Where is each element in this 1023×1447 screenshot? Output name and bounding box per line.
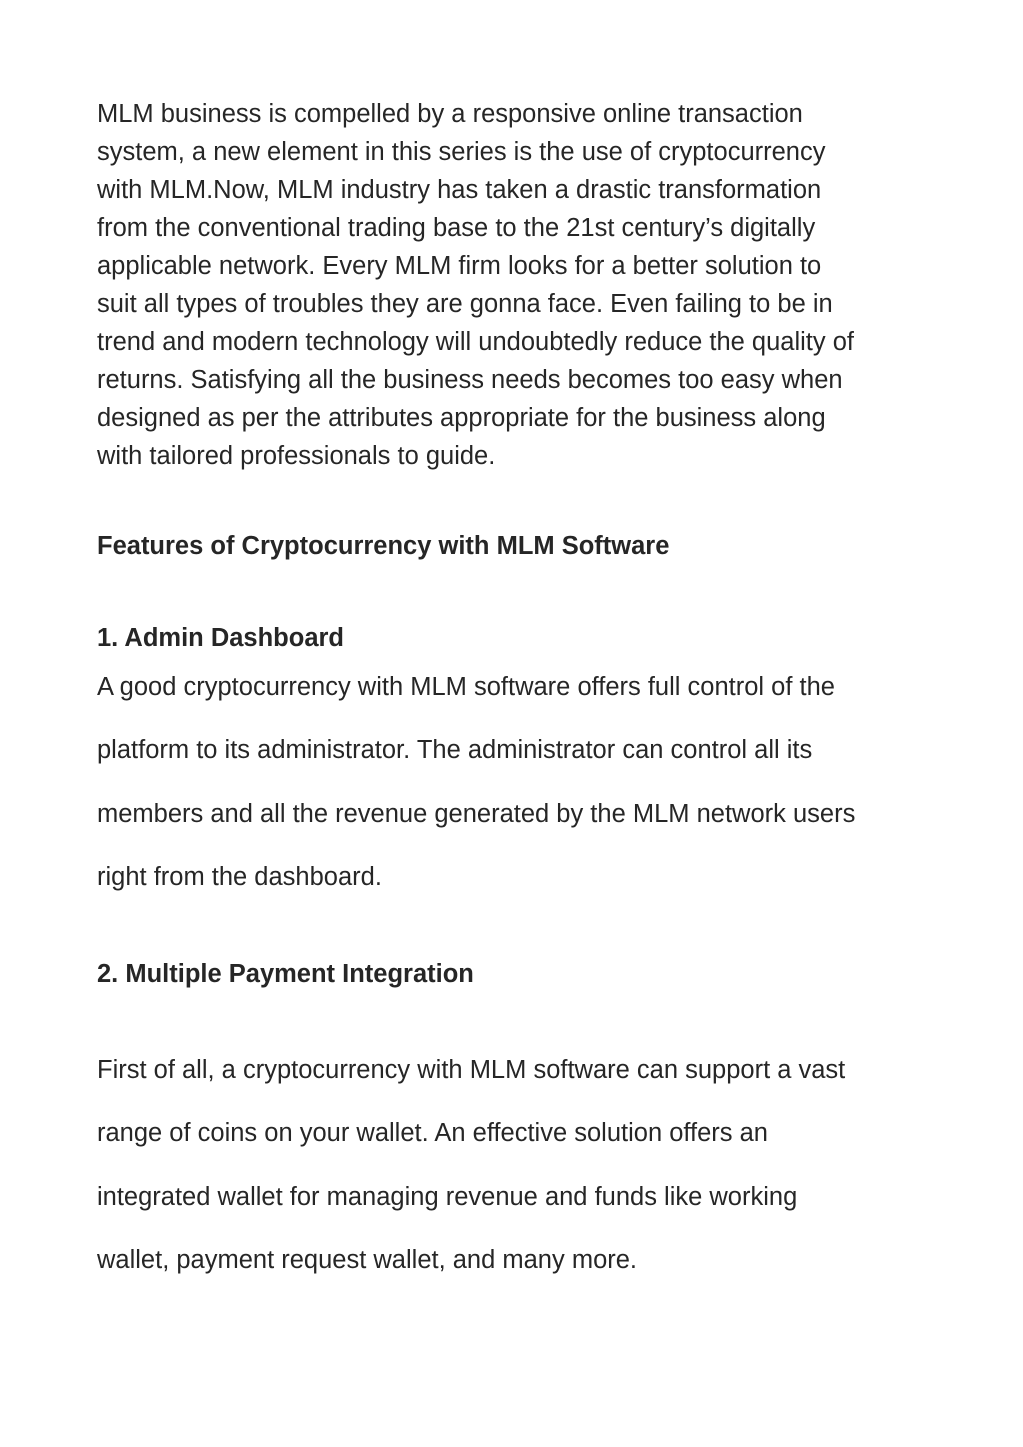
intro-line: returns. Satisfying all the business needs becomes too easy when	[97, 366, 843, 394]
intro-line: with MLM.Now, MLM industry has taken a drastic transformation	[97, 176, 822, 204]
section-1-line: right from the dashboard.	[97, 862, 382, 891]
intro-line: applicable network. Every MLM firm looks for a better solution to	[97, 252, 822, 280]
section-2-paragraph	[97, 1039, 845, 1292]
features-heading: Features of Cryptocurrency with MLM Software	[97, 532, 670, 560]
intro-line: from the conventional trading base to the 21st century’s digitally	[97, 214, 816, 242]
section-2-line: wallet, payment request wallet, and many more.	[97, 1245, 638, 1274]
section-1-line: platform to its administrator. The administrator can control all its	[97, 736, 813, 765]
section-1-line: A good cryptocurrency with MLM software offers full control of the	[97, 673, 835, 701]
intro-line: trend and modern technology will undoubtedly reduce the quality of	[97, 328, 854, 356]
section-2-line: First of all, a cryptocurrency with MLM software can support a vast	[97, 1056, 846, 1084]
intro-paragraph	[97, 95, 854, 475]
intro-line: MLM business is compelled by a responsive online transaction	[97, 100, 803, 128]
intro-line: designed as per the attributes appropriate for the business along	[97, 404, 826, 432]
intro-line: with tailored professionals to guide.	[97, 442, 496, 470]
intro-line: system, a new element in this series is the use of cryptocurrency	[97, 138, 826, 166]
section-2-heading: 2. Multiple Payment Integration	[97, 960, 474, 988]
section-1-paragraph	[97, 656, 855, 909]
intro-line: suit all types of troubles they are gonna face. Even failing to be in	[97, 290, 833, 318]
section-2-line: integrated wallet for managing revenue and funds like working	[97, 1182, 798, 1211]
section-2-line: range of coins on your wallet. An effective solution offers an	[97, 1119, 768, 1148]
section-1-line: members and all the revenue generated by the MLM network users	[97, 799, 856, 828]
section-1-heading: 1. Admin Dashboard	[97, 624, 345, 652]
